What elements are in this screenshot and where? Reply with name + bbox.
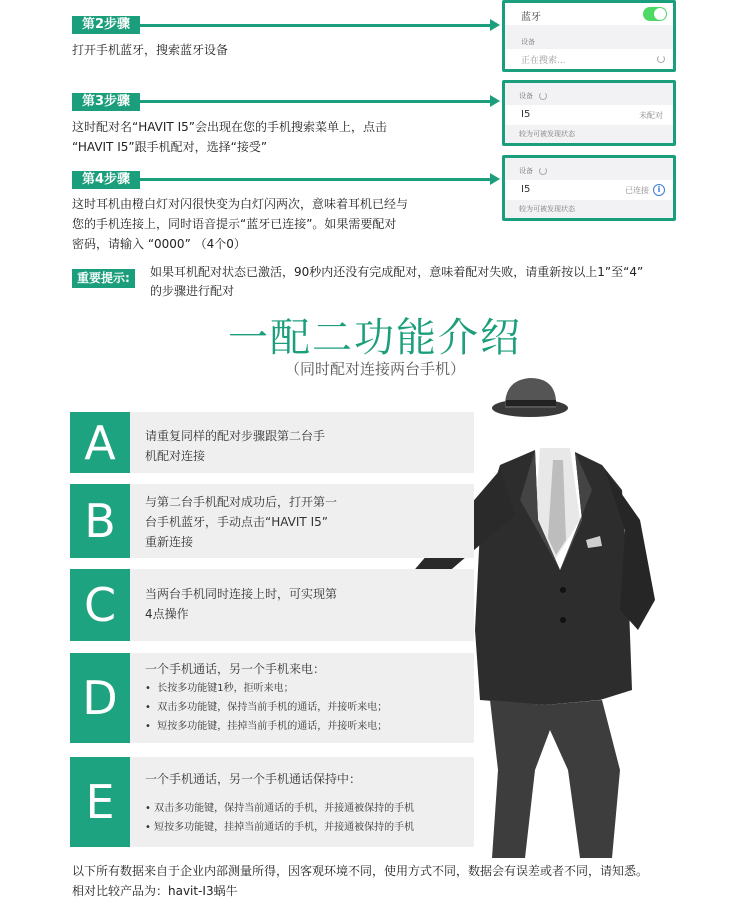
spinner-icon: [657, 55, 665, 63]
jacket-button: [560, 617, 566, 623]
card-text: 当两台手机同时连接上时，可实现第 4点操作: [145, 587, 338, 621]
device-status: 未配对: [639, 111, 663, 120]
card-letter: D: [70, 653, 130, 743]
step-2-arrow: [490, 19, 500, 31]
step-3-line: [140, 100, 492, 103]
step-3-arrow: [490, 95, 500, 107]
page-title: 一配二功能介绍: [228, 315, 522, 361]
trousers: [490, 700, 620, 858]
step-4-line: [140, 178, 492, 181]
card-c: [70, 569, 474, 641]
device-header: 设备: [519, 92, 533, 100]
list-item: • 双击多功能键，保持当前手机的通话，并接听来电；: [145, 702, 388, 713]
card-b: [70, 484, 474, 558]
device-header: 设备: [521, 38, 535, 46]
device-row-i5[interactable]: [505, 105, 673, 125]
card-text: 请重复同样的配对步骤跟第二台手 机配对连接: [145, 429, 326, 463]
device-name: I5: [521, 184, 531, 195]
card-a: [70, 412, 474, 473]
list-item: • 双击多功能键，保持当前通话的手机，并接通被保持的手机: [145, 803, 415, 814]
device-name: I5: [521, 109, 531, 120]
info-icon[interactable]: i: [653, 184, 665, 196]
discoverable-note: 较为可被发现状态: [519, 205, 575, 213]
list-item: • 长按多功能键1秒，拒听来电；: [145, 683, 294, 694]
step-4-tag: 第4步骤: [72, 171, 140, 189]
phone-screen-bluetooth: [502, 0, 676, 72]
card-letter: A: [70, 412, 130, 473]
important-text: 如果耳机配对状态已激活，90秒内还没有完成配对，意味着配对失败，请重新按以上1”至“4” 的步骤进行配对: [150, 265, 644, 298]
list-item: • 短按多功能键，挂掉当前通话的手机，并接通被保持的手机: [145, 822, 415, 833]
list-item: • 短按多功能键，挂掉当前手机的通话，并接听来电；: [145, 721, 388, 732]
card-text: 一个手机通话，另一个手机通话保持中： • 双击多功能键，保持当前通话的手机，并接通被保持的手机 • 短按多功能键，挂掉当前通话的手机，并接通被保持的手机: [145, 769, 464, 837]
step-4-arrow: [490, 173, 500, 185]
card-letter: B: [70, 484, 130, 558]
discoverable-note: 较为可被发现状态: [519, 130, 575, 138]
phone-screen-connected: [502, 155, 676, 221]
bluetooth-toggle-icon[interactable]: [643, 7, 667, 21]
spinner-icon: [539, 167, 547, 175]
footer-note: 以下所有数据来自于企业内部测量所得，因客观环境不同，使用方式不同，数据会有误差或者不同，请知悉。 相对比较产品为：havit-I3蜗牛: [72, 864, 649, 898]
step-2-tag: 第2步骤: [72, 16, 140, 34]
bluetooth-label: 蓝牙: [521, 12, 541, 23]
step-2-text: 打开手机蓝牙，搜索蓝牙设备: [72, 43, 229, 57]
phone-screen-unpaired: [502, 80, 676, 146]
card-d: [70, 653, 474, 743]
searching-text: 正在搜索...: [521, 56, 566, 66]
card-text: 与第二台手机配对成功后，打开第一 台手机蓝牙，手动点击“HAVIT I5” 重新连接: [145, 495, 338, 549]
spinner-icon: [539, 92, 547, 100]
step-2-line: [140, 24, 492, 27]
device-header: 设备: [519, 167, 533, 175]
card-text: 一个手机通话，另一个手机来电： • 长按多功能键1秒，拒听来电； • 双击多功能键，保持当前手机的通话，并接听来电； • 短按多功能键，挂掉当前手机的通话，并接听来电；: [145, 659, 464, 736]
step-3-text: 这时配对名“HAVIT I5”会出现在您的手机搜索菜单上，点击 “HAVIT I5”跟手机配对，选择“接受”: [72, 120, 387, 154]
important-label: 重要提示:: [72, 269, 135, 288]
page-subtitle: （同时配对连接两台手机）: [284, 360, 465, 378]
hat-band: [506, 400, 556, 406]
card-letter: E: [70, 757, 130, 847]
step-4-text: 这时耳机由橙白灯对闪很快变为白灯闪两次，意味着耳机已经与 您的手机连接上，同时语音提示“蓝牙已连接”。如果需要配对 密码，请输入 “0000” （4个0）: [72, 197, 409, 251]
card-e: [70, 757, 474, 847]
card-letter: C: [70, 569, 130, 641]
device-row-i5[interactable]: [505, 180, 673, 200]
step-3-tag: 第3步骤: [72, 93, 140, 111]
jacket-button: [560, 587, 566, 593]
device-status: 已连接: [625, 186, 649, 195]
